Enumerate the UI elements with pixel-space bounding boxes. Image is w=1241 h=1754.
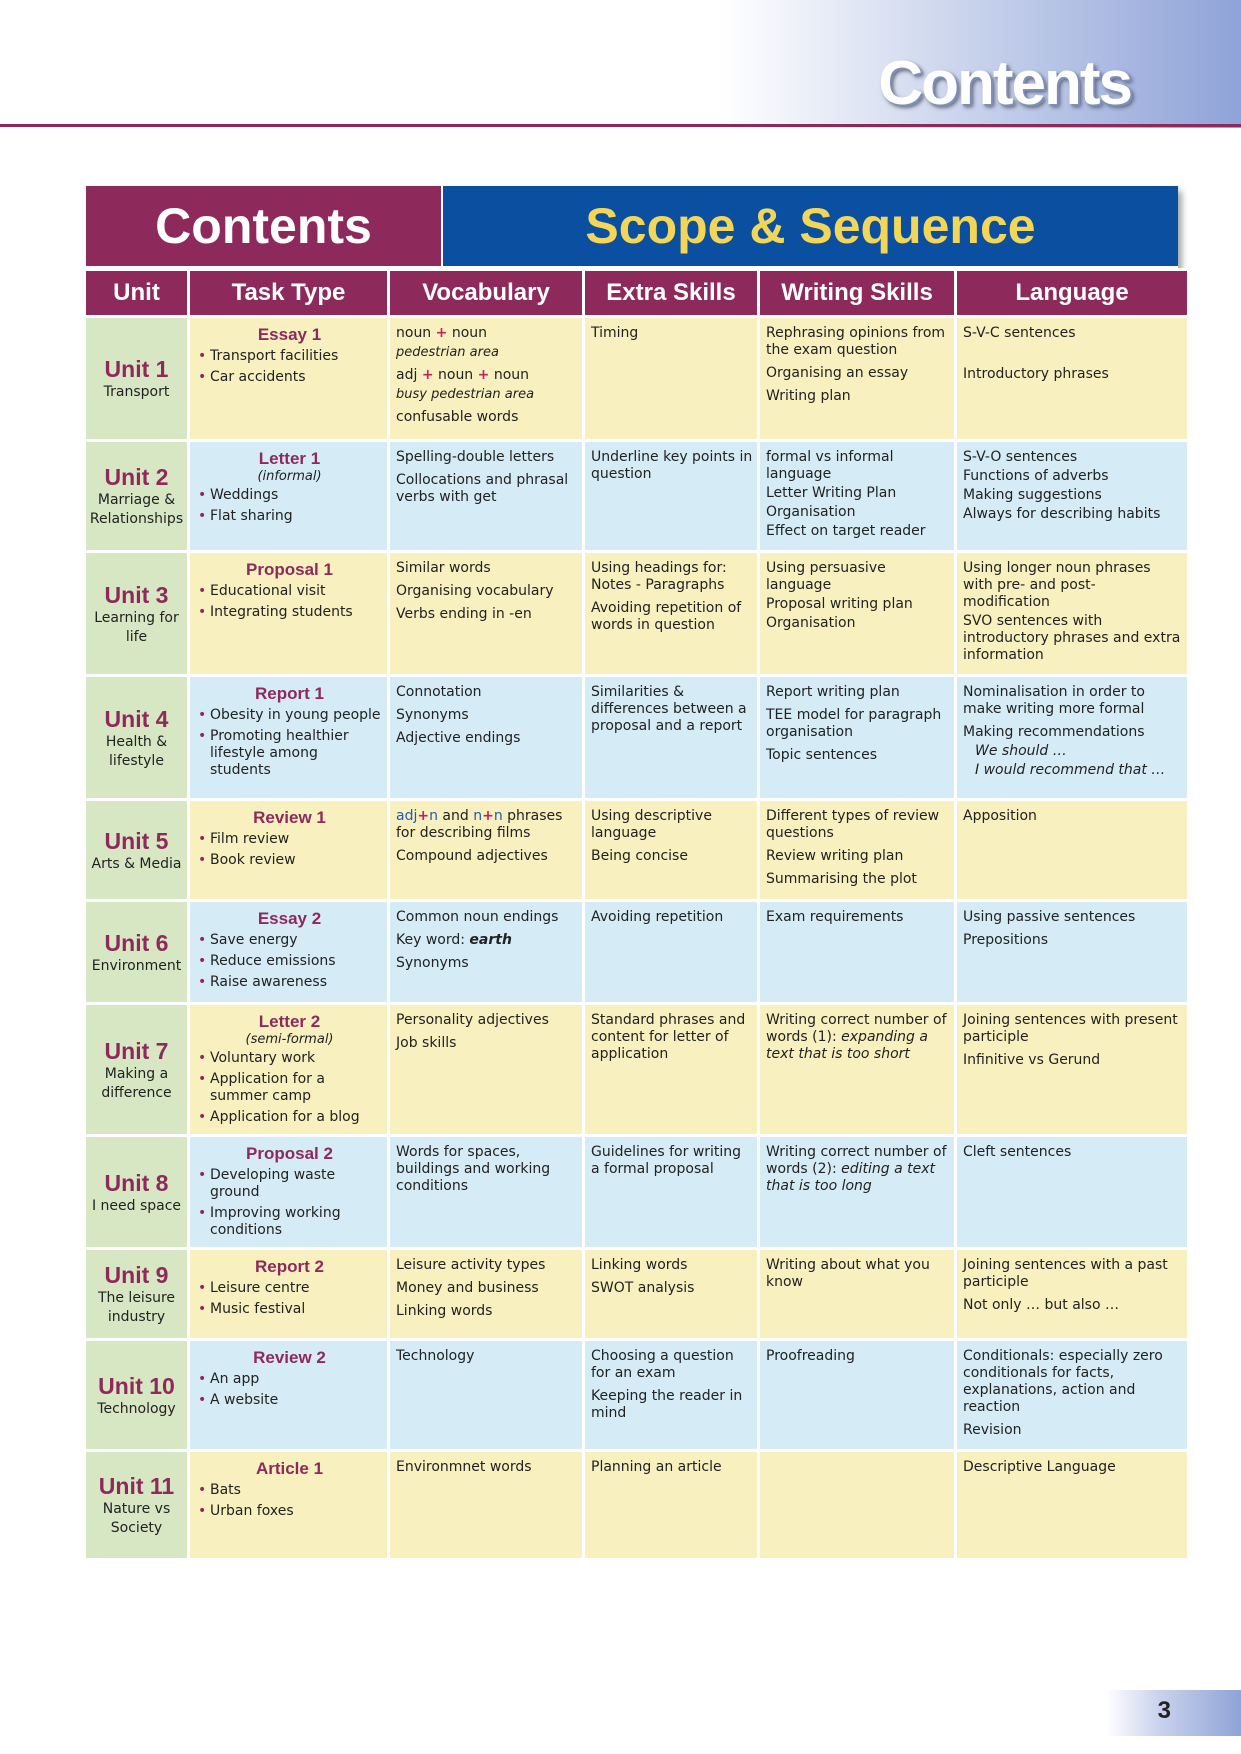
language-item: Revision: [963, 1422, 1022, 1438]
language-cell: [957, 553, 1187, 674]
list-item: • Obesity in young people: [196, 707, 383, 724]
formula-noun: noun: [438, 367, 474, 383]
vocabulary-cell: [390, 1250, 582, 1338]
vocab-keyword: [396, 932, 578, 949]
writing-item: Organisation: [766, 615, 856, 631]
unit-cell: [86, 318, 187, 439]
table-row: [86, 553, 1187, 674]
list-item: • Application for a blog: [196, 1109, 383, 1126]
extra-cell: [585, 1452, 757, 1558]
vocab-item: Verbs ending in -en: [396, 606, 532, 622]
language-cell: [957, 1137, 1187, 1247]
writing-cell: [760, 1452, 954, 1558]
writing-item: Writing about what you know: [766, 1257, 930, 1290]
table-row: [86, 1250, 1187, 1338]
task-title: Proposal 1: [246, 560, 333, 579]
banner-scope-sequence: Scope & Sequence: [443, 186, 1178, 266]
task-cell: [190, 1341, 387, 1449]
unit-topic: Environment: [91, 957, 182, 974]
vocab-item: Synonyms: [396, 955, 469, 971]
unit-cell: [86, 1137, 187, 1247]
extra-item: Using descriptive language: [591, 808, 712, 841]
plus-sign: +: [421, 367, 434, 383]
writing-italic: editing a text that is too long: [766, 1161, 936, 1194]
writing-item: Writing plan: [766, 388, 851, 404]
task-title: Review 1: [253, 808, 326, 827]
unit-title: Unit 9: [104, 1262, 169, 1288]
vocabulary-cell: [390, 318, 582, 439]
extra-cell: [585, 553, 757, 674]
list-item: • Flat sharing: [196, 508, 383, 525]
language-item: Using longer noun phrases with pre- and post- modification: [963, 560, 1151, 610]
table-row: [86, 1341, 1187, 1449]
list-item: • Integrating students: [196, 604, 383, 621]
extra-cell: [585, 902, 757, 1002]
writing-item: Organisation: [766, 504, 856, 520]
task-cell: [190, 801, 387, 899]
task-title: Report 2: [255, 1257, 324, 1276]
plus-sign: +: [435, 325, 448, 341]
extra-item: Planning an article: [591, 1459, 722, 1475]
list-item: • Urban foxes: [196, 1503, 383, 1520]
vocab-item: Adjective endings: [396, 730, 521, 746]
keyword-prefix: Key word:: [396, 932, 470, 948]
extra-item: SWOT analysis: [591, 1280, 695, 1296]
unit-cell: [86, 801, 187, 899]
writing-item: Exam requirements: [766, 909, 904, 925]
col-extra-skills: Extra Skills: [585, 271, 757, 315]
writing-item: TEE model for paragraph organisation: [766, 707, 942, 740]
vocab-formula: [396, 367, 578, 384]
task-cell: [190, 1452, 387, 1558]
table-row: [86, 1452, 1187, 1558]
unit-title: Unit 7: [104, 1037, 169, 1064]
writing-cell: [760, 1005, 954, 1134]
list-item: • Educational visit: [196, 583, 383, 600]
page-heading: Contents: [878, 49, 1131, 118]
vocabulary-cell: [390, 442, 582, 550]
plus-sign: +: [417, 808, 430, 824]
vocabulary-cell: [390, 801, 582, 899]
extra-cell: [585, 1341, 757, 1449]
task-cell: [190, 1137, 387, 1247]
table-row: [86, 677, 1187, 798]
vocabulary-cell: [390, 553, 582, 674]
col-writing-skills: Writing Skills: [760, 271, 954, 315]
vocab-item: Technology: [396, 1348, 475, 1364]
unit-topic: Health & lifestyle: [105, 733, 168, 769]
unit-cell: [86, 1005, 187, 1134]
language-item: Conditionals: especially zero conditionals for facts, explanations, action and reaction: [963, 1348, 1163, 1415]
extra-item: Avoiding repetition: [591, 909, 724, 925]
unit-cell: [86, 902, 187, 1002]
extra-item: Avoiding repetition of words in question: [591, 600, 742, 633]
unit-title: Unit 1: [104, 356, 169, 382]
unit-title: Unit 3: [104, 581, 169, 608]
language-item: Not only … but also …: [963, 1297, 1119, 1313]
formula-and: and: [437, 808, 474, 824]
task-bullets: [196, 1371, 383, 1409]
list-item: • Book review: [196, 852, 383, 869]
task-title: Report 1: [255, 684, 324, 703]
language-item: Introductory phrases: [963, 366, 1109, 382]
writing-item: Proofreading: [766, 1348, 855, 1364]
language-item: Descriptive Language: [963, 1459, 1116, 1475]
unit-topic: Technology: [97, 1400, 176, 1417]
writing-text: Writing correct number of words (1):: [766, 1012, 947, 1045]
writing-item: Effect on target reader: [766, 523, 926, 539]
formula-noun: noun: [396, 325, 432, 341]
unit-topic: Nature vs Society: [102, 1501, 171, 1536]
vocab-item: Linking words: [396, 1303, 493, 1319]
extra-cell: [585, 801, 757, 899]
task-cell: [190, 553, 387, 674]
list-item: • Car accidents: [196, 369, 383, 386]
list-item: • Developing waste ground: [196, 1167, 383, 1201]
task-bullets: [196, 487, 383, 525]
language-item: Nominalisation in order to make writing more formal: [963, 684, 1145, 717]
page-number: 3: [1157, 1697, 1171, 1724]
unit-topic: I need space: [91, 1197, 182, 1214]
writing-item: Proposal writing plan: [766, 596, 913, 612]
unit-topic: Marriage & Relationships: [89, 492, 184, 527]
list-item: • Bats: [196, 1482, 383, 1499]
list-item: • Raise awareness: [196, 974, 383, 991]
vocab-item: Compound adjectives: [396, 848, 548, 864]
vocab-item: confusable words: [396, 409, 519, 425]
writing-item: [766, 1144, 950, 1195]
extra-cell: [585, 1250, 757, 1338]
writing-item: Topic sentences: [766, 747, 878, 763]
task-title: Letter 1: [258, 449, 321, 468]
col-unit: Unit: [86, 271, 187, 315]
list-item: • Application for a summer camp: [196, 1071, 383, 1105]
language-item: Always for describing habits: [963, 506, 1161, 522]
header-rule: [0, 124, 1241, 127]
unit-title: Unit 11: [98, 1473, 175, 1499]
unit-title: Unit 10: [98, 1372, 175, 1399]
list-item: • Save energy: [196, 932, 383, 949]
unit-topic: Learning for life: [94, 609, 179, 645]
table-row: [86, 1005, 1187, 1134]
language-item: S-V-O sentences: [963, 449, 1078, 465]
unit-cell: [86, 677, 187, 798]
list-item: • Reduce emissions: [196, 953, 383, 970]
writing-item: Review writing plan: [766, 848, 904, 864]
language-cell: [957, 318, 1187, 439]
vocab-item: Organising vocabulary: [396, 583, 554, 599]
unit-cell: [86, 1452, 187, 1558]
extra-item: Standard phrases and content for letter of application: [591, 1012, 746, 1062]
writing-cell: [760, 442, 954, 550]
banner-contents: Contents: [86, 186, 441, 266]
unit-title: Unit 8: [104, 1169, 169, 1196]
writing-cell: [760, 677, 954, 798]
vocab-item: Job skills: [396, 1035, 457, 1051]
vocabulary-cell: [390, 1452, 582, 1558]
vocabulary-cell: [390, 1341, 582, 1449]
list-item: • Film review: [196, 831, 383, 848]
language-item: Apposition: [963, 808, 1037, 824]
col-language: Language: [957, 271, 1187, 315]
language-item: Cleft sentences: [963, 1144, 1072, 1160]
language-cell: [957, 1005, 1187, 1134]
unit-title: Unit 2: [104, 464, 169, 490]
writing-cell: [760, 553, 954, 674]
extra-cell: [585, 1005, 757, 1134]
list-item: • Transport facilities: [196, 348, 383, 365]
vocab-item: Similar words: [396, 560, 491, 576]
language-cell: [957, 801, 1187, 899]
vocabulary-cell: [390, 1005, 582, 1134]
unit-cell: [86, 442, 187, 550]
unit-title: Unit 6: [104, 929, 169, 956]
language-item: Joining sentences with present participle: [963, 1012, 1178, 1045]
table-row: [86, 442, 1187, 550]
formula-n: n: [493, 808, 503, 824]
vocab-item: Environmnet words: [396, 1459, 532, 1475]
task-title: Proposal 2: [246, 1144, 333, 1163]
extra-cell: [585, 677, 757, 798]
task-bullets: [196, 707, 383, 779]
language-item: S-V-C sentences: [963, 325, 1076, 341]
col-task-type: Task Type: [190, 271, 387, 315]
vocab-example: pedestrian area: [396, 345, 499, 360]
task-title: Essay 2: [257, 909, 322, 928]
formula-noun: noun: [451, 325, 488, 341]
language-cell: [957, 902, 1187, 1002]
formula-n: n: [429, 808, 438, 824]
keyword-value: earth: [469, 932, 512, 948]
language-item: Using passive sentences: [963, 909, 1136, 925]
writing-item: Rephrasing opinions from the exam question: [766, 325, 946, 358]
language-cell: [957, 1250, 1187, 1338]
table-row: [86, 318, 1187, 439]
vocabulary-cell: [390, 677, 582, 798]
vocab-item: Collocations and phrasal verbs with get: [396, 472, 569, 505]
task-bullets: [196, 1050, 383, 1126]
language-item: We should …: [975, 743, 1067, 759]
writing-cell: [760, 801, 954, 899]
vocab-item: Common noun endings: [396, 909, 559, 925]
task-cell: [190, 442, 387, 550]
unit-title: Unit 4: [104, 705, 169, 732]
list-item: • Music festival: [196, 1301, 383, 1318]
vocab-item: Personality adjectives: [396, 1012, 549, 1028]
plus-sign: +: [477, 367, 490, 383]
extra-item: Linking words: [591, 1257, 688, 1273]
language-item: Prepositions: [963, 932, 1049, 948]
extra-item: Underline key points in question: [591, 449, 753, 482]
task-title: Review 2: [253, 1348, 326, 1367]
writing-cell: [760, 1341, 954, 1449]
language-item: Functions of adverbs: [963, 468, 1109, 484]
extra-cell: [585, 1137, 757, 1247]
task-bullets: [196, 1280, 383, 1318]
task-bullets: [196, 1167, 383, 1239]
language-cell: [957, 677, 1187, 798]
vocab-item: Money and business: [396, 1280, 539, 1296]
language-cell: [957, 1341, 1187, 1449]
extra-item: Using headings for: Notes - Paragraphs: [591, 560, 727, 593]
unit-topic: The leisure industry: [97, 1290, 176, 1325]
vocabulary-cell: [390, 902, 582, 1002]
formula-noun: noun: [493, 367, 530, 383]
language-item: SVO sentences with introductory phrases and extra information: [963, 613, 1181, 663]
table-row: [86, 1137, 1187, 1247]
writing-cell: [760, 1250, 954, 1338]
task-cell: [190, 677, 387, 798]
extra-item: Keeping the reader in mind: [591, 1388, 743, 1421]
writing-item: Summarising the plot: [766, 871, 917, 887]
writing-cell: [760, 1137, 954, 1247]
language-item: I would recommend that …: [975, 762, 1166, 778]
unit-title: Unit 5: [104, 827, 169, 854]
col-vocabulary: Vocabulary: [390, 271, 582, 315]
list-item: • Improving working conditions: [196, 1205, 383, 1239]
task-bullets: [196, 1482, 383, 1520]
task-bullets: [196, 583, 383, 621]
vocab-formula: [396, 325, 578, 342]
extra-cell: [585, 442, 757, 550]
writing-item: Different types of review questions: [766, 808, 940, 841]
vocab-item: Spelling-double letters: [396, 449, 555, 465]
language-item: Infinitive vs Gerund: [963, 1052, 1101, 1068]
list-item: • A website: [196, 1392, 383, 1409]
task-cell: [190, 318, 387, 439]
scope-panel: [86, 186, 1181, 1536]
extra-item: Guidelines for writing a formal proposal: [591, 1144, 742, 1177]
formula-n: n: [473, 808, 483, 824]
extra-item: Being concise: [591, 848, 688, 864]
page-number-tab: [1106, 1690, 1241, 1736]
formula-adj: adj: [396, 808, 418, 824]
extra-item: Similarities & differences between a proposal and a report: [591, 684, 747, 734]
vocab-example: busy pedestrian area: [396, 387, 535, 402]
writing-item: Report writing plan: [766, 684, 900, 700]
extra-item: Choosing a question for an exam: [591, 1348, 734, 1381]
unit-topic: Transport: [103, 384, 170, 400]
writing-cell: [760, 318, 954, 439]
task-bullets: [196, 831, 383, 869]
vocab-item: Leisure activity types: [396, 1257, 546, 1273]
language-item: Making recommendations: [963, 724, 1145, 740]
formula-rest: phrases for describing films: [396, 808, 563, 841]
plus-sign: +: [482, 808, 494, 824]
writing-text: Writing correct number of words (2):: [766, 1144, 947, 1177]
list-item: • Weddings: [196, 487, 383, 504]
list-item: • Voluntary work: [196, 1050, 383, 1067]
vocab-item: Words for spaces, buildings and working conditions: [396, 1144, 551, 1194]
header-row: [86, 271, 1187, 315]
task-cell: [190, 1250, 387, 1338]
scope-table: [83, 268, 1190, 1561]
writing-item: Organising an essay: [766, 365, 909, 381]
formula-adj: adj: [396, 367, 418, 383]
extra-cell: [585, 318, 757, 439]
writing-cell: [760, 902, 954, 1002]
vocabulary-cell: [390, 1137, 582, 1247]
writing-item: Using persuasive language: [766, 560, 886, 593]
task-subtitle: (informal): [257, 469, 322, 484]
task-subtitle: (semi-formal): [245, 1032, 334, 1047]
unit-topic: Arts & Media: [91, 855, 182, 872]
writing-item: [766, 1012, 950, 1063]
unit-topic: Making a difference: [101, 1065, 172, 1101]
vocab-item: Synonyms: [396, 707, 469, 723]
task-title: Letter 2: [258, 1012, 321, 1031]
writing-italic: expanding a text that is too short: [766, 1029, 928, 1062]
list-item: • An app: [196, 1371, 383, 1388]
task-cell: [190, 902, 387, 1002]
task-title: Essay 1: [257, 325, 322, 344]
extra-item: Timing: [591, 325, 639, 341]
unit-cell: [86, 1341, 187, 1449]
unit-cell: [86, 553, 187, 674]
writing-item: formal vs informal language: [766, 449, 894, 482]
list-item: • Leisure centre: [196, 1280, 383, 1297]
writing-item: Letter Writing Plan: [766, 485, 897, 501]
language-cell: [957, 1452, 1187, 1558]
list-item: • Promoting healthier lifestyle among students: [196, 728, 383, 779]
vocab-item: Connotation: [396, 684, 482, 700]
task-bullets: [196, 932, 383, 991]
vocab-formula: [396, 808, 578, 842]
unit-cell: [86, 1250, 187, 1338]
table-row: [86, 902, 1187, 1002]
table-row: [86, 801, 1187, 899]
task-bullets: [196, 348, 383, 386]
language-item: Joining sentences with a past participle: [963, 1257, 1168, 1290]
task-title: Article 1: [255, 1459, 324, 1478]
language-cell: [957, 442, 1187, 550]
language-item: Making suggestions: [963, 487, 1102, 503]
task-cell: [190, 1005, 387, 1134]
